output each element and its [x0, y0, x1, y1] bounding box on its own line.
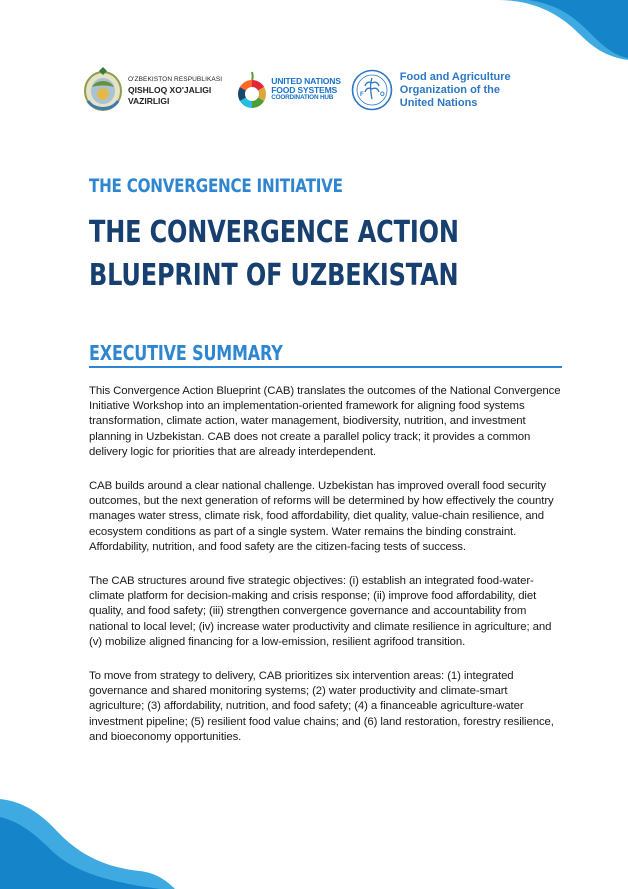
- un-food-systems-hub-logo: [236, 70, 341, 110]
- fao-name-line2: Organization of the: [399, 83, 501, 96]
- document-title: [89, 211, 505, 297]
- ministry-name-line2: QISHLOQ XO'JALIGI: [128, 84, 212, 95]
- ministry-name-line1: O'ZBEKISTON RESPUBLIKASI: [128, 75, 223, 83]
- partner-logos: [82, 64, 511, 116]
- executive-summary-header: [89, 341, 562, 365]
- bottom-left-wave-decoration: [0, 789, 175, 889]
- section-heading: EXECUTIVE SUMMARY: [89, 341, 283, 365]
- unfs-line2: FOOD SYSTEMS: [271, 84, 338, 95]
- food-systems-apple-icon: [236, 70, 268, 110]
- uzbekistan-emblem-icon: [82, 67, 124, 113]
- summary-paragraph: To move from strategy to delivery, CAB prioritizes six intervention areas: (1) integrated governance and shared monitoring systems; (2) water productivity and climate-smart agriculture; (3) affordability, nutrition, and food safety; (4) a financeable agriculture-water investment pipeline; (5) resilient food value chains; and (6) land restoration, forestry resilience, and bioeconomy opportunities.: [89, 670, 554, 743]
- section-divider: [89, 366, 562, 368]
- title-line-2: BLUEPRINT OF UZBEKISTAN: [89, 258, 459, 293]
- title-line-1: THE CONVERGENCE ACTION: [89, 215, 459, 250]
- ministry-name-line3: VAZIRLIGI: [128, 95, 170, 106]
- unfs-line3: COORDINATION HUB: [271, 94, 334, 102]
- initiative-kicker: THE CONVERGENCE INITIATIVE: [89, 176, 343, 197]
- fao-name-line1: Food and Agriculture: [399, 70, 511, 83]
- svg-text:O: O: [379, 92, 385, 98]
- executive-summary-body: [89, 384, 561, 764]
- fao-logo: [351, 69, 511, 111]
- summary-paragraph: The CAB structures around five strategic objectives: (i) establish an integrated food-water-climate platform for decision-making and crisis response; (ii) improve food affordability, diet quality, and food safety; (iii) strengthen convergence governance and accountability from national to local level; (iv) increase water productivity and climate resilience in agriculture; and (v) mobilize aligned financing for a low-emission, resilient agrifood transition.: [89, 575, 552, 648]
- svg-text:F: F: [359, 92, 364, 98]
- fao-emblem-icon: [351, 69, 393, 111]
- summary-paragraph: CAB builds around a clear national challenge. Uzbekistan has improved overall food security outcomes, but the next generation of reforms will be determined by how effectively the country manages water stress, climate risk, food affordability, diet quality, value-chain resilience, and ecosystem conditions as part of a single system. Water remains the binding constraint. Affordability, nutrition, and food safety are the citizen-facing tests of success.: [89, 480, 554, 553]
- unfs-line1: UNITED NATIONS: [271, 76, 341, 87]
- ministry-logo: [82, 67, 222, 113]
- summary-paragraph: This Convergence Action Blueprint (CAB) translates the outcomes of the National Convergence Initiative Workshop into an implementation-oriented framework for aligning food systems transformation, climate action, water management, biodiversity, nutrition, and investment planning in Uzbekistan. CAB does not create a parallel policy track; it provides a common delivery logic for priorities that are already interdependent.: [89, 385, 561, 458]
- fao-name-line3: United Nations: [399, 96, 478, 109]
